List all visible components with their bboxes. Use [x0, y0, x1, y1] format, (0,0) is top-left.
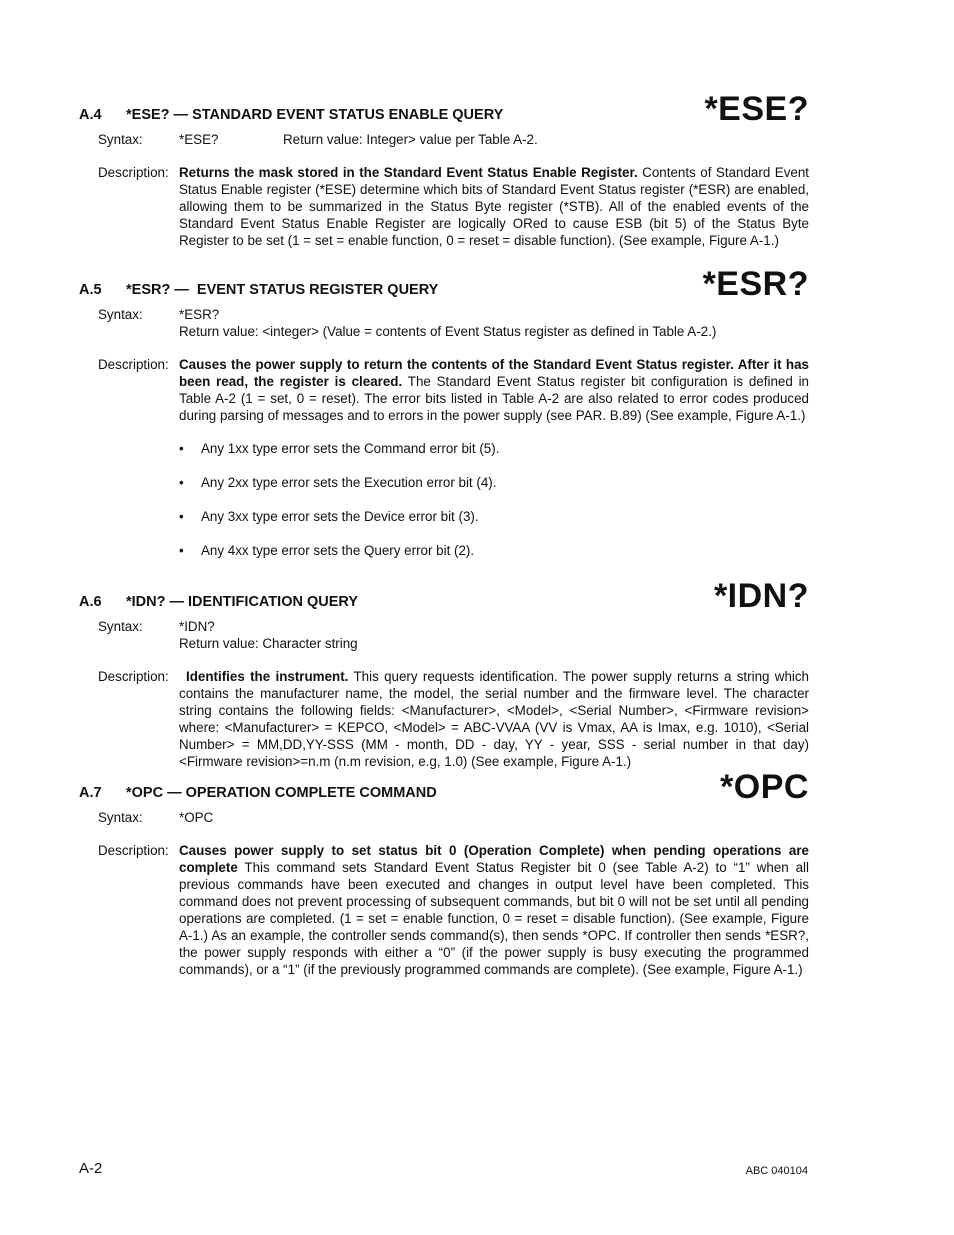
section-number: A.5 [79, 282, 102, 298]
bullet-icon: • [179, 441, 184, 456]
syntax-label: Syntax: [98, 307, 143, 322]
syntax-value: *IDN? Return value: Character string [179, 618, 809, 652]
section-a7 [79, 768, 809, 978]
syntax-row [79, 131, 809, 148]
description-label: Description: [98, 357, 169, 372]
description-text: Returns the mask stored in the Standard Event Status Enable Register. Contents of Standard Event Status Enable register (*ESE) determine which bits of Standard Event Status register (*ESR) are enabled, allowing them to be summarized in the Status Byte register (*STB). All of the enabled events of the Standard Event Status Enable Register are logically ORed to cause ESB (bit 5) of the Status Byte Register to be set (1 = set = enable function, 0 = reset = disable function). (See example, Figure A-1.) [179, 165, 809, 248]
section-title: *ESR? — EVENT STATUS REGISTER QUERY [126, 282, 439, 298]
section-title: *ESE? — STANDARD EVENT STATUS ENABLE QUERY [126, 107, 504, 123]
document-id: ABC 040104 [745, 1165, 808, 1177]
section-header [79, 768, 809, 806]
section-number: A.4 [79, 107, 102, 123]
syntax-label: Syntax: [98, 619, 143, 634]
list-item: • Any 3xx type error sets the Device error bit (3). [179, 509, 479, 524]
description-text: Causes power supply to set status bit 0 (Operation Complete) when pending operations are complete This command sets Standard Event Status Register bit 0 (see Table A-2) to “1” when all previous commands have been executed and changes in output level have been completed. This command does not prevent processing of subsequent commands, but bit 0 will not be set until all pending operations are completed. (1 = set = enable function, 0 = reset = disable function). (See example, Figure A-1.) As an example, the controller sends command(s), then sends *OPC. If controller then sends *ESR?, the power supply responds with either a “0” (if the power supply is busy executing the programmed commands), or a “1” (if the previously programmed commands are complete). (See example, Figure A-1.) [179, 843, 809, 977]
syntax-label: Syntax: [98, 810, 143, 825]
description-label: Description: [98, 669, 169, 684]
description-label: Description: [98, 165, 169, 180]
section-a4 [79, 90, 809, 249]
bullet-icon: • [179, 543, 184, 558]
bullet-icon: • [179, 509, 184, 524]
list-item: • Any 4xx type error sets the Query error bit (2). [179, 543, 475, 558]
bullet-icon: • [179, 475, 184, 490]
description-row [79, 668, 809, 770]
syntax-row [79, 306, 809, 340]
list-item: • Any 1xx type error sets the Command error bit (5). [179, 441, 500, 456]
description-row [79, 164, 809, 249]
syntax-return: Return value: Character string [179, 636, 358, 651]
section-number: A.7 [79, 785, 102, 801]
command-heading: *ESR? [702, 265, 809, 303]
syntax-value: *OPC [179, 810, 214, 825]
section-header [79, 265, 809, 303]
syntax-value: *ESR? Return value: <integer> (Value = contents of Event Status register as defined in Table A-2.) [179, 306, 809, 340]
page-number: A-2 [79, 1160, 103, 1177]
command-heading: *OPC [720, 768, 809, 806]
section-title: *IDN? — IDENTIFICATION QUERY [126, 594, 358, 610]
syntax-row [79, 618, 809, 652]
section-header [79, 90, 809, 128]
syntax-row [79, 809, 809, 826]
section-a5 [79, 265, 809, 559]
syntax-value: *ESE? Return value: Integer> value per Table A-2. [179, 132, 538, 147]
section-number: A.6 [79, 594, 102, 610]
list-item: • Any 2xx type error sets the Execution error bit (4). [179, 475, 497, 490]
description-label: Description: [98, 843, 169, 858]
description-text: Causes the power supply to return the contents of the Standard Event Status register. After it has been read, the register is cleared. The Standard Event Status register bit configuration is defined in Table A-2 (1 = set, 0 = reset). The error bits listed in Table A-2 are also related to error codes produced during parsing of messages and to errors in the power supply (see PAR. B.89) (See example, Figure A-1.) [179, 357, 809, 423]
description-text: Identifies the instrument. This query requests identification. The power supply returns a string which contains the manufacturer name, the model, the serial number and the firmware level. The character string contains the following fields: <Manufacturer>, <Model>, <Serial Number>, <Firmware revision> where: <Manufacturer> = KEPCO, <Model> = ABC-VVAA (VV is Vmax, AA is Imax, e.g. 1010), <Serial Number> = MM,DD,YY-SSS (MM - month, DD - day, YY - year, SSS - serial number in that day) <Firmware revision>=n.m (n.m revision, e.g, 1.0) (See example, Figure A-1.) [179, 669, 810, 769]
syntax-label: Syntax: [98, 132, 143, 147]
command-heading: *ESE? [704, 90, 809, 128]
syntax-return: Return value: <integer> (Value = contents of Event Status register as defined in Table A-2.) [179, 324, 717, 339]
section-header [79, 577, 809, 615]
command-heading: *IDN? [713, 577, 809, 615]
description-row [79, 842, 809, 978]
description-row [79, 356, 809, 424]
section-a6 [79, 577, 810, 770]
syntax-return: Return value: Integer> value per Table A-2. [283, 132, 538, 147]
section-title: *OPC — OPERATION COMPLETE COMMAND [126, 785, 437, 801]
